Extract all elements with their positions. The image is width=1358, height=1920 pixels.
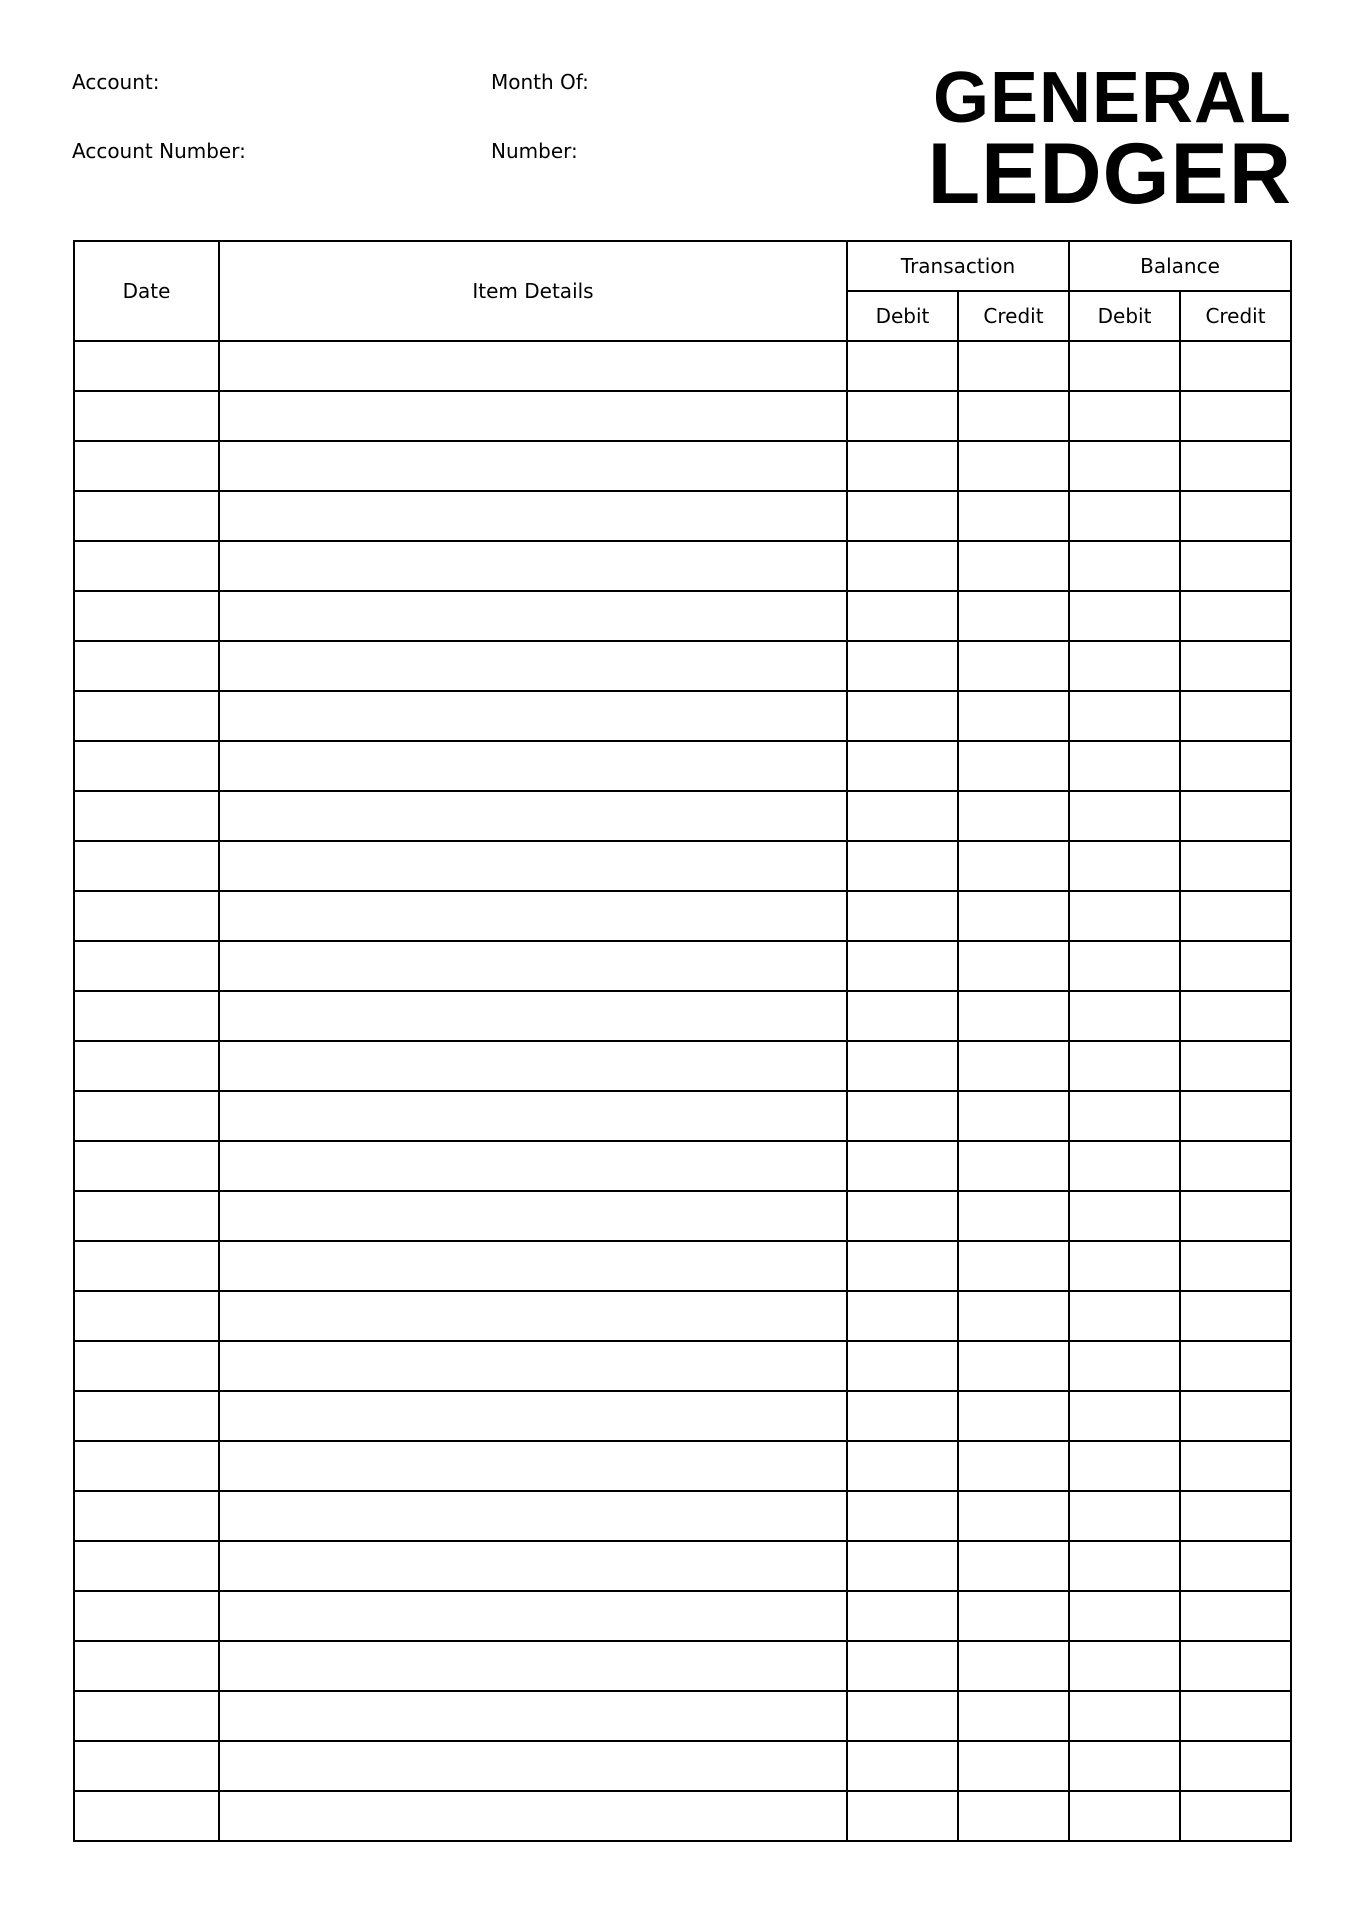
table-row	[74, 541, 1291, 591]
transaction-credit-cell	[958, 1541, 1069, 1591]
balance-credit-cell	[1180, 1291, 1291, 1341]
item-details-cell	[219, 641, 847, 691]
table-row	[74, 1041, 1291, 1091]
ledger-table	[73, 240, 1292, 1842]
transaction-credit-cell	[958, 1241, 1069, 1291]
balance-credit-cell	[1180, 1241, 1291, 1291]
transaction-credit-cell	[958, 1641, 1069, 1691]
transaction-debit-cell	[847, 1191, 958, 1241]
balance-debit-cell	[1069, 1491, 1180, 1541]
account-number-label: Account Number:	[72, 139, 246, 163]
balance-credit-cell	[1180, 791, 1291, 841]
item-details-cell	[219, 1591, 847, 1641]
table-row	[74, 1341, 1291, 1391]
transaction-credit-cell	[958, 791, 1069, 841]
balance-credit-cell	[1180, 1441, 1291, 1491]
table-row	[74, 941, 1291, 991]
item-details-cell	[219, 1691, 847, 1741]
transaction-debit-cell	[847, 991, 958, 1041]
account-label: Account:	[72, 70, 160, 94]
transaction-credit-cell	[958, 1041, 1069, 1091]
page-title	[927, 58, 1292, 222]
item-details-cell	[219, 841, 847, 891]
transaction-credit-cell	[958, 441, 1069, 491]
item-details-cell	[219, 391, 847, 441]
transaction-credit-cell	[958, 541, 1069, 591]
transaction-debit-cell	[847, 491, 958, 541]
col-header-balance-credit: Credit	[1180, 291, 1291, 341]
date-cell	[74, 1091, 219, 1141]
table-row	[74, 591, 1291, 641]
transaction-debit-cell	[847, 1241, 958, 1291]
table-row	[74, 691, 1291, 741]
transaction-debit-cell	[847, 941, 958, 991]
transaction-debit-cell	[847, 741, 958, 791]
balance-debit-cell	[1069, 1091, 1180, 1141]
table-row	[74, 1191, 1291, 1241]
transaction-debit-cell	[847, 341, 958, 391]
col-header-transaction-debit: Debit	[847, 291, 958, 341]
balance-debit-cell	[1069, 1641, 1180, 1691]
table-row	[74, 441, 1291, 491]
table-row	[74, 1541, 1291, 1591]
balance-credit-cell	[1180, 641, 1291, 691]
header-row-top	[74, 241, 1291, 291]
balance-debit-cell	[1069, 1241, 1180, 1291]
col-header-balance: Balance	[1069, 241, 1291, 291]
item-details-cell	[219, 1191, 847, 1241]
item-details-cell	[219, 1441, 847, 1491]
table-row	[74, 1641, 1291, 1691]
table-row	[74, 741, 1291, 791]
col-header-date: Date	[74, 241, 219, 341]
month-of-label: Month Of:	[491, 70, 589, 94]
balance-credit-cell	[1180, 691, 1291, 741]
balance-debit-cell	[1069, 1441, 1180, 1491]
date-cell	[74, 1741, 219, 1791]
date-cell	[74, 741, 219, 791]
item-details-cell	[219, 1241, 847, 1291]
transaction-debit-cell	[847, 1791, 958, 1841]
table-row	[74, 1791, 1291, 1841]
transaction-credit-cell	[958, 841, 1069, 891]
date-cell	[74, 541, 219, 591]
balance-debit-cell	[1069, 1041, 1180, 1091]
transaction-credit-cell	[958, 1291, 1069, 1341]
transaction-credit-cell	[958, 491, 1069, 541]
item-details-cell	[219, 1141, 847, 1191]
balance-debit-cell	[1069, 1741, 1180, 1791]
balance-debit-cell	[1069, 1691, 1180, 1741]
balance-credit-cell	[1180, 1541, 1291, 1591]
balance-credit-cell	[1180, 591, 1291, 641]
balance-debit-cell	[1069, 1141, 1180, 1191]
balance-credit-cell	[1180, 1341, 1291, 1391]
transaction-debit-cell	[847, 541, 958, 591]
transaction-credit-cell	[958, 891, 1069, 941]
transaction-credit-cell	[958, 1591, 1069, 1641]
date-cell	[74, 1591, 219, 1641]
balance-credit-cell	[1180, 1141, 1291, 1191]
balance-credit-cell	[1180, 741, 1291, 791]
item-details-cell	[219, 791, 847, 841]
balance-credit-cell	[1180, 841, 1291, 891]
date-cell	[74, 341, 219, 391]
date-cell	[74, 1191, 219, 1241]
balance-debit-cell	[1069, 341, 1180, 391]
balance-credit-cell	[1180, 391, 1291, 441]
balance-credit-cell	[1180, 341, 1291, 391]
item-details-cell	[219, 741, 847, 791]
item-details-cell	[219, 1541, 847, 1591]
balance-debit-cell	[1069, 1291, 1180, 1341]
date-cell	[74, 1341, 219, 1391]
date-cell	[74, 941, 219, 991]
table-row	[74, 391, 1291, 441]
table-row	[74, 1141, 1291, 1191]
balance-debit-cell	[1069, 1541, 1180, 1591]
date-cell	[74, 1791, 219, 1841]
item-details-cell	[219, 891, 847, 941]
balance-debit-cell	[1069, 1391, 1180, 1441]
transaction-debit-cell	[847, 841, 958, 891]
balance-credit-cell	[1180, 1191, 1291, 1241]
date-cell	[74, 491, 219, 541]
balance-credit-cell	[1180, 541, 1291, 591]
table-row	[74, 1391, 1291, 1441]
table-row	[74, 991, 1291, 1041]
date-cell	[74, 991, 219, 1041]
transaction-debit-cell	[847, 641, 958, 691]
item-details-cell	[219, 341, 847, 391]
date-cell	[74, 441, 219, 491]
balance-debit-cell	[1069, 541, 1180, 591]
item-details-cell	[219, 591, 847, 641]
date-cell	[74, 1491, 219, 1541]
date-cell	[74, 1041, 219, 1091]
transaction-credit-cell	[958, 1491, 1069, 1541]
transaction-credit-cell	[958, 1441, 1069, 1491]
date-cell	[74, 1391, 219, 1441]
balance-credit-cell	[1180, 1041, 1291, 1091]
transaction-credit-cell	[958, 641, 1069, 691]
col-header-transaction: Transaction	[847, 241, 1069, 291]
transaction-debit-cell	[847, 1741, 958, 1791]
table-row	[74, 1291, 1291, 1341]
table-row	[74, 891, 1291, 941]
balance-credit-cell	[1180, 1691, 1291, 1741]
balance-debit-cell	[1069, 891, 1180, 941]
table-row	[74, 341, 1291, 391]
transaction-debit-cell	[847, 1441, 958, 1491]
date-cell	[74, 891, 219, 941]
table-row	[74, 641, 1291, 691]
date-cell	[74, 791, 219, 841]
date-cell	[74, 1541, 219, 1591]
balance-credit-cell	[1180, 1591, 1291, 1641]
item-details-cell	[219, 1091, 847, 1141]
title-line-ledger: LEDGER	[927, 126, 1292, 222]
table-row	[74, 841, 1291, 891]
balance-debit-cell	[1069, 841, 1180, 891]
balance-debit-cell	[1069, 991, 1180, 1041]
balance-credit-cell	[1180, 491, 1291, 541]
transaction-credit-cell	[958, 1691, 1069, 1741]
transaction-debit-cell	[847, 1691, 958, 1741]
transaction-debit-cell	[847, 1091, 958, 1141]
transaction-debit-cell	[847, 1141, 958, 1191]
item-details-cell	[219, 1041, 847, 1091]
item-details-cell	[219, 1791, 847, 1841]
transaction-debit-cell	[847, 1041, 958, 1091]
item-details-cell	[219, 441, 847, 491]
item-details-cell	[219, 691, 847, 741]
table-row	[74, 1441, 1291, 1491]
transaction-credit-cell	[958, 1791, 1069, 1841]
transaction-debit-cell	[847, 441, 958, 491]
balance-debit-cell	[1069, 741, 1180, 791]
item-details-cell	[219, 1741, 847, 1791]
date-cell	[74, 641, 219, 691]
balance-debit-cell	[1069, 591, 1180, 641]
transaction-credit-cell	[958, 941, 1069, 991]
item-details-cell	[219, 1491, 847, 1541]
transaction-credit-cell	[958, 991, 1069, 1041]
date-cell	[74, 591, 219, 641]
balance-debit-cell	[1069, 491, 1180, 541]
table-row	[74, 491, 1291, 541]
col-header-item-details: Item Details	[219, 241, 847, 341]
balance-credit-cell	[1180, 1391, 1291, 1441]
date-cell	[74, 1291, 219, 1341]
table-row	[74, 1691, 1291, 1741]
table-row	[74, 1241, 1291, 1291]
balance-debit-cell	[1069, 691, 1180, 741]
balance-credit-cell	[1180, 941, 1291, 991]
date-cell	[74, 1241, 219, 1291]
date-cell	[74, 1641, 219, 1691]
balance-credit-cell	[1180, 1491, 1291, 1541]
balance-credit-cell	[1180, 1091, 1291, 1141]
balance-debit-cell	[1069, 1191, 1180, 1241]
balance-debit-cell	[1069, 441, 1180, 491]
balance-debit-cell	[1069, 391, 1180, 441]
transaction-debit-cell	[847, 1491, 958, 1541]
transaction-credit-cell	[958, 1091, 1069, 1141]
transaction-debit-cell	[847, 891, 958, 941]
item-details-cell	[219, 1641, 847, 1691]
date-cell	[74, 1441, 219, 1491]
transaction-debit-cell	[847, 1641, 958, 1691]
date-cell	[74, 1141, 219, 1191]
item-details-cell	[219, 541, 847, 591]
transaction-credit-cell	[958, 691, 1069, 741]
balance-debit-cell	[1069, 1341, 1180, 1391]
transaction-credit-cell	[958, 1391, 1069, 1441]
transaction-credit-cell	[958, 341, 1069, 391]
number-label: Number:	[491, 139, 578, 163]
title-line-general: GENERAL	[932, 58, 1292, 138]
transaction-credit-cell	[958, 1341, 1069, 1391]
balance-credit-cell	[1180, 991, 1291, 1041]
date-cell	[74, 1691, 219, 1741]
table-row	[74, 1091, 1291, 1141]
item-details-cell	[219, 1291, 847, 1341]
transaction-debit-cell	[847, 1391, 958, 1441]
date-cell	[74, 841, 219, 891]
balance-debit-cell	[1069, 1791, 1180, 1841]
balance-credit-cell	[1180, 1741, 1291, 1791]
balance-debit-cell	[1069, 941, 1180, 991]
date-cell	[74, 691, 219, 741]
balance-debit-cell	[1069, 791, 1180, 841]
transaction-debit-cell	[847, 791, 958, 841]
transaction-debit-cell	[847, 591, 958, 641]
item-details-cell	[219, 491, 847, 541]
date-cell	[74, 391, 219, 441]
transaction-credit-cell	[958, 1191, 1069, 1241]
transaction-debit-cell	[847, 1341, 958, 1391]
transaction-credit-cell	[958, 1141, 1069, 1191]
table-row	[74, 1591, 1291, 1641]
transaction-debit-cell	[847, 1541, 958, 1591]
item-details-cell	[219, 1341, 847, 1391]
item-details-cell	[219, 991, 847, 1041]
balance-debit-cell	[1069, 641, 1180, 691]
col-header-transaction-credit: Credit	[958, 291, 1069, 341]
transaction-debit-cell	[847, 1291, 958, 1341]
balance-credit-cell	[1180, 891, 1291, 941]
transaction-debit-cell	[847, 391, 958, 441]
balance-credit-cell	[1180, 1641, 1291, 1691]
table-row	[74, 791, 1291, 841]
item-details-cell	[219, 941, 847, 991]
balance-credit-cell	[1180, 1791, 1291, 1841]
balance-debit-cell	[1069, 1591, 1180, 1641]
item-details-cell	[219, 1391, 847, 1441]
table-row	[74, 1491, 1291, 1541]
table-row	[74, 1741, 1291, 1791]
transaction-credit-cell	[958, 741, 1069, 791]
transaction-credit-cell	[958, 1741, 1069, 1791]
transaction-credit-cell	[958, 391, 1069, 441]
balance-credit-cell	[1180, 441, 1291, 491]
col-header-balance-debit: Debit	[1069, 291, 1180, 341]
transaction-debit-cell	[847, 1591, 958, 1641]
transaction-credit-cell	[958, 591, 1069, 641]
ledger-body	[74, 341, 1291, 1841]
transaction-debit-cell	[847, 691, 958, 741]
